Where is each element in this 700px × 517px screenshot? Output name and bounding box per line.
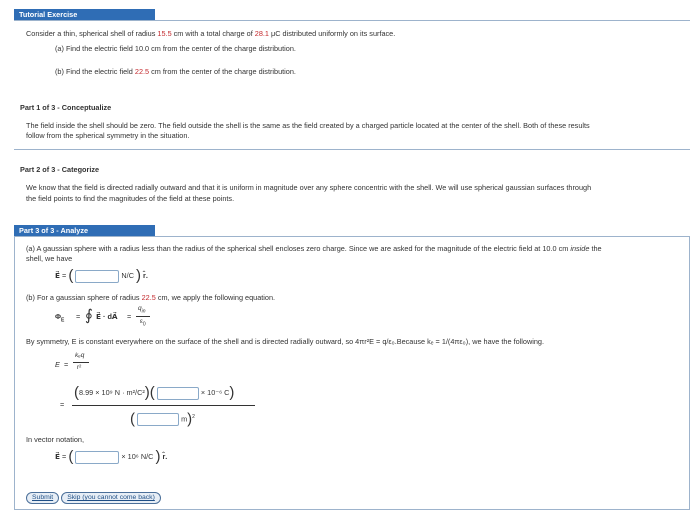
open-paren: ( <box>68 267 74 285</box>
denominator: ( m)$^2$ <box>130 410 195 428</box>
unit-nc: N/C <box>121 271 134 280</box>
part3-b-text-a: (b) For a gaussian sphere of radius <box>26 293 140 302</box>
tutorial-intro <box>26 29 395 38</box>
part2-text-1: We know that the field is directed radially outward and that it is uniform in magnitude over any sphere concentric with the shell. We will use spherical gaussian surfaces through <box>26 183 592 192</box>
numeric-equals: = <box>60 400 65 409</box>
part1-text-2: follow from the spherical symmetry in the situation. <box>26 131 190 140</box>
part1-title: Part 1 of 3 - Conceptualize <box>20 103 112 112</box>
tutorial-tab <box>14 9 155 20</box>
part3-a-inside: inside <box>570 244 590 253</box>
question-b-text-b: cm from the center of the charge distribution. <box>151 67 296 76</box>
radius-value: 15.5 <box>157 29 172 38</box>
part3-b-text-b: cm, we apply the following equation. <box>157 293 276 302</box>
question-b-distance: 22.5 <box>134 67 150 76</box>
epsilon-zero-symbol: $\varepsilon_0$ <box>140 318 146 328</box>
part3-a-text-2: shell, we have <box>26 254 73 263</box>
e-vector-symbol: E⃗ <box>55 271 60 280</box>
part3-a-sentence: (a) A gaussian sphere with a radius less than the radius of the spherical shell encloses zero charge. Since we are asked for the magnitude of the electric field at 10.0 cm <box>26 244 569 253</box>
r-squared-symbol: r² <box>77 364 82 371</box>
question-b <box>55 67 296 76</box>
part3-tab-label: Part 3 of 3 - Analyze <box>19 226 89 235</box>
q-in-symbol: $q_{in}$ <box>138 305 146 315</box>
times-10-6-nc: × 10⁶ N/C <box>121 452 154 461</box>
e-vector-symbol-b: E⃗ <box>55 452 60 461</box>
charge-value: 28.1 <box>254 29 269 38</box>
e-scalar-symbol: E <box>55 360 60 369</box>
question-a: (a) Find the electric field 10.0 cm from the center of the charge distribution. <box>55 44 296 53</box>
ke-q-symbol: kₑq <box>75 352 85 359</box>
submit-button[interactable]: Submit <box>26 492 59 504</box>
coulomb-constant: 8.99 × 10⁹ N · m²/C² <box>79 388 145 397</box>
e-dot-da: E⃗ · dA⃗ <box>96 312 118 321</box>
e-formula-equals: = <box>64 360 69 369</box>
part1-text-1: The field inside the shell should be zero. The field outside the shell is the same as the field created by a charged particle located at the center of the shell. Both of these results <box>26 121 590 130</box>
skip-button[interactable]: Skip (you cannot come back) <box>61 492 161 504</box>
analyze-panel-border <box>14 236 690 510</box>
numerator: (8.99 × 10⁹ N · m²/C²)( × 10⁻⁶ C) <box>74 384 235 402</box>
intro-text-b: cm with a total charge of <box>173 29 253 38</box>
symmetry-text: By symmetry, E is constant everywhere on the surface of the shell and is directed radially outward, so 4πr²E = q/ε₀.Because kₑ = 1/(4πε₀), we have the following. <box>26 337 544 346</box>
r-hat-symbol: r̂. <box>143 271 148 280</box>
part3-tab <box>14 225 155 236</box>
equals-sign-b: = <box>62 452 67 461</box>
closed-integral-symbol: ∮ <box>85 307 93 324</box>
part1-rule <box>14 149 690 150</box>
phi-symbol: $\Phi_E$ <box>55 312 65 324</box>
tutorial-tab-label: Tutorial Exercise <box>19 10 78 19</box>
close-paren: ) <box>136 267 141 285</box>
meter-unit: m <box>181 414 188 424</box>
r-hat-symbol-b: r̂. <box>162 452 168 461</box>
question-b-text-a: (b) Find the electric field <box>55 67 133 76</box>
intro-text-a: Consider a thin, spherical shell of radius <box>26 29 156 38</box>
gauss-equals-2: = <box>127 312 132 321</box>
part2-text-2: the field points to find the magnitudes of the field at these points. <box>26 194 235 203</box>
times-10-neg6-c: × 10⁻⁶ C <box>200 388 230 397</box>
intro-text-c: μC distributed uniformly on its surface. <box>271 29 396 38</box>
equals-sign: = <box>62 271 67 280</box>
part3-b-distance: 22.5 <box>141 293 156 302</box>
vector-notation-text: In vector notation, <box>26 435 85 444</box>
gauss-equals-1: = <box>76 312 81 321</box>
part3-a-the: the <box>591 244 602 253</box>
part2-title: Part 2 of 3 - Categorize <box>20 165 100 174</box>
tutorial-rule <box>14 20 690 21</box>
answer-b-row: E⃗ = ( × 10⁶ N/C ) r̂. <box>55 448 168 466</box>
